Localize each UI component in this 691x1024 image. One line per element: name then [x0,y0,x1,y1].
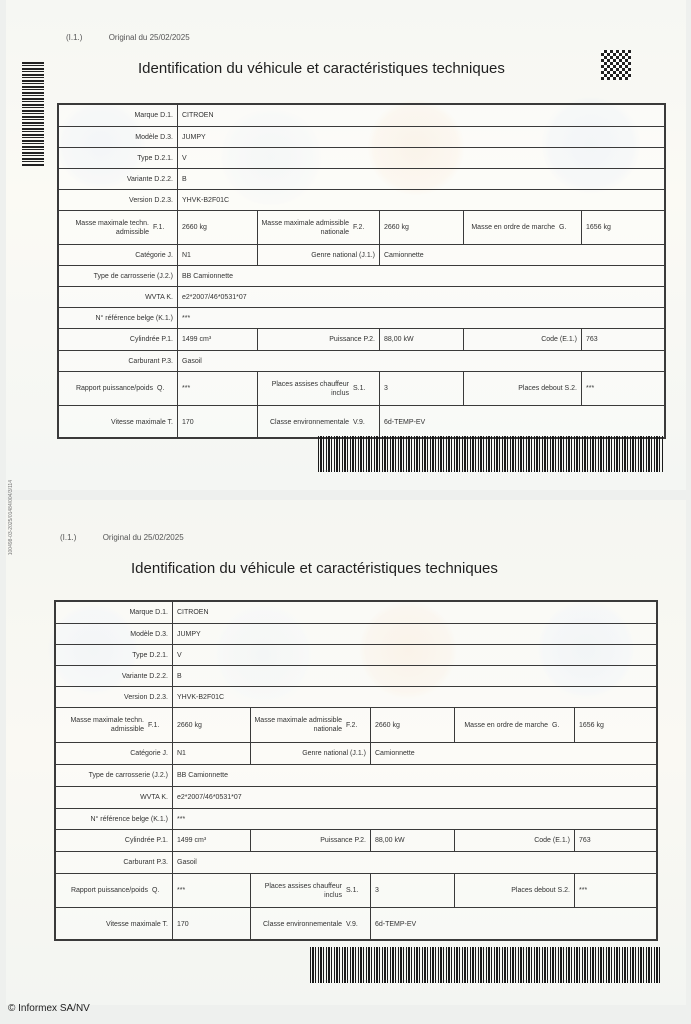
power-weight-code: Q. [157,385,165,392]
side-reference-code: 100498-03-2025/01484/004/3/114 [8,480,14,556]
seats-label: Places assises chauffeur inclus [257,372,353,405]
seats-code: S.1. [353,385,366,392]
env-class-value: 6d-TEMP-EV [370,908,656,941]
table-row [59,245,664,266]
standing-value: *** [574,874,656,907]
displacement-label: Cylindrée P.1. [124,837,168,844]
model-value: JUMPY [172,624,656,644]
table-row [56,874,656,908]
category-value: N1 [172,743,250,764]
ref-label: (I.1.) [66,33,83,42]
body-type-value: BB Camionnette [172,765,656,786]
nat-mass-code: F.2. [346,721,358,729]
vehicle-table [57,103,666,439]
type-label: Type D.2.1. [132,651,168,659]
table-row [56,743,656,765]
table-row [56,645,656,666]
wvta-value: e2*2007/46*0531*07 [172,787,656,808]
running-mass-label: Masse en ordre de marche [454,708,552,742]
max-speed-value: 170 [172,908,250,941]
fuel-value: Gasoil [172,852,656,873]
table-row [56,830,656,852]
nat-mass-value: 2660 kg [370,708,454,742]
fuel-label: Carburant P.3. [128,357,173,365]
table-row [59,287,664,308]
power-label: Puissance P.2. [250,830,370,851]
table-row [59,190,664,211]
running-mass-label: Masse en ordre de marche [463,211,559,244]
table-row [59,266,664,287]
standing-label: Places debout S.2. [454,874,574,907]
fuel-label: Carburant P.3. [123,859,168,866]
belgian-ref-value: *** [177,308,664,328]
variant-label: Variante D.2.2. [121,672,168,680]
belgian-ref-label: N° référence belge (K.1.) [90,815,168,823]
power-weight-code: Q. [152,887,160,894]
vertical-barcode [22,62,44,166]
nat-mass-value: 2660 kg [379,211,463,244]
original-date: Original du 25/02/2025 [102,533,184,542]
env-class-code: V.9. [346,921,358,928]
table-row [59,169,664,190]
running-mass-value: 1656 kg [581,211,664,244]
brand-label: Marque D.1. [134,112,173,119]
table-row [59,329,664,351]
max-mass-value: 2660 kg [177,211,257,244]
belgian-ref-value: *** [172,809,656,829]
seats-value: 3 [379,372,463,405]
version-label: Version D.2.3. [124,693,168,701]
max-speed-label: Vitesse maximale T. [106,921,168,928]
env-class-code: V.9. [353,419,365,426]
variant-value: B [177,169,664,189]
table-row [56,602,656,624]
body-type-label: Type de carrosserie (J.2.) [88,772,168,779]
nat-genre-value: Camionnette [379,245,664,265]
nat-genre-label: Genre national (J.1.) [250,743,370,764]
table-row [59,105,664,127]
version-value: YHVK-B2F01C [177,190,664,210]
seats-value: 3 [370,874,454,907]
ref-label: (I.1.) [60,533,77,542]
wvta-label: WVTA K. [145,293,173,301]
max-mass-label: Masse maximale techn. admissible [75,219,149,236]
table-row [59,148,664,169]
wvta-label: WVTA K. [140,794,168,801]
table-row [56,687,656,708]
env-class-label: Classe environnementale [257,406,353,439]
table-row [56,624,656,645]
nat-genre-label: Genre national (J.1.) [257,245,379,265]
table-row [56,908,656,941]
code-value: 763 [574,830,656,851]
category-label: Catégorie J. [130,750,168,757]
table-row [59,308,664,329]
table-row [56,765,656,787]
document-title: Identification du véhicule et caractéristiques techniques [138,60,505,77]
power-value: 88,00 kW [370,830,454,851]
barcode [310,947,660,983]
env-class-label: Classe environnementale [250,908,346,941]
type-value: V [172,645,656,665]
seats-code: S.1. [346,887,359,894]
table-row [56,708,656,743]
qr-code [601,50,631,80]
version-label: Version D.2.3. [129,196,173,204]
category-value: N1 [177,245,257,265]
seats-label: Places assises chauffeur inclus [250,874,346,907]
original-date-line [66,33,190,42]
power-weight-label: Rapport puissance/poids [75,385,153,392]
variant-value: B [172,666,656,686]
table-row [59,127,664,148]
copyright-footer: © Informex SA/NV [8,1003,90,1014]
power-label: Puissance P.2. [257,329,379,350]
table-row [59,372,664,406]
code-value: 763 [581,329,664,350]
running-mass-code: G. [552,721,560,729]
belgian-ref-label: N° référence belge (K.1.) [95,314,173,322]
version-value: YHVK-B2F01C [172,687,656,707]
standing-value: *** [581,372,664,405]
body-type-label: Type de carrosserie (J.2.) [93,272,173,280]
power-weight-value: *** [172,874,250,907]
env-class-value: 6d-TEMP-EV [379,406,664,439]
fuel-value: Gasoil [177,351,664,371]
standing-label: Places debout S.2. [463,372,581,405]
code-label: Code (E.1.) [454,830,574,851]
displacement-value: 1499 cm³ [177,329,257,350]
running-mass-value: 1656 kg [574,708,656,742]
table-row [56,787,656,809]
power-weight-label: Rapport puissance/poids [70,887,148,894]
table-row [59,351,664,372]
original-date-line [60,533,184,542]
variant-label: Variante D.2.2. [126,175,173,183]
max-mass-code: F.1. [148,721,160,729]
nat-genre-value: Camionnette [370,743,656,764]
type-value: V [177,148,664,168]
displacement-value: 1499 cm³ [172,830,250,851]
table-row [59,211,664,245]
table-row [56,666,656,687]
table-row [56,852,656,874]
displacement-label: Cylindrée P.1. [129,336,173,343]
brand-value: CITROEN [172,602,656,623]
wvta-value: e2*2007/46*0531*07 [177,287,664,307]
nat-mass-label: Masse maximale admissible nationale [250,708,346,742]
max-mass-label: Masse maximale techn. admissible [70,717,144,733]
body-type-value: BB Camionnette [177,266,664,286]
max-mass-code: F.1. [153,224,165,231]
brand-value: CITROEN [177,105,664,126]
power-value: 88,00 kW [379,329,463,350]
code-label: Code (E.1.) [463,329,581,350]
model-label: Modèle D.3. [135,133,173,141]
vehicle-table [54,600,658,941]
brand-label: Marque D.1. [129,609,168,616]
table-row [59,406,664,439]
original-date: Original du 25/02/2025 [108,33,190,42]
table-row [56,809,656,830]
barcode [318,436,663,472]
running-mass-code: G. [559,224,567,231]
model-value: JUMPY [177,127,664,147]
document-title: Identification du véhicule et caractéristiques techniques [131,560,498,577]
power-weight-value: *** [177,372,257,405]
nat-mass-code: F.2. [353,224,365,231]
category-label: Catégorie J. [135,251,173,259]
nat-mass-label: Masse maximale admissible nationale [257,211,353,244]
max-speed-value: 170 [177,406,257,439]
max-speed-label: Vitesse maximale T. [111,419,173,426]
type-label: Type D.2.1. [137,154,173,162]
max-mass-value: 2660 kg [172,708,250,742]
model-label: Modèle D.3. [130,630,168,638]
